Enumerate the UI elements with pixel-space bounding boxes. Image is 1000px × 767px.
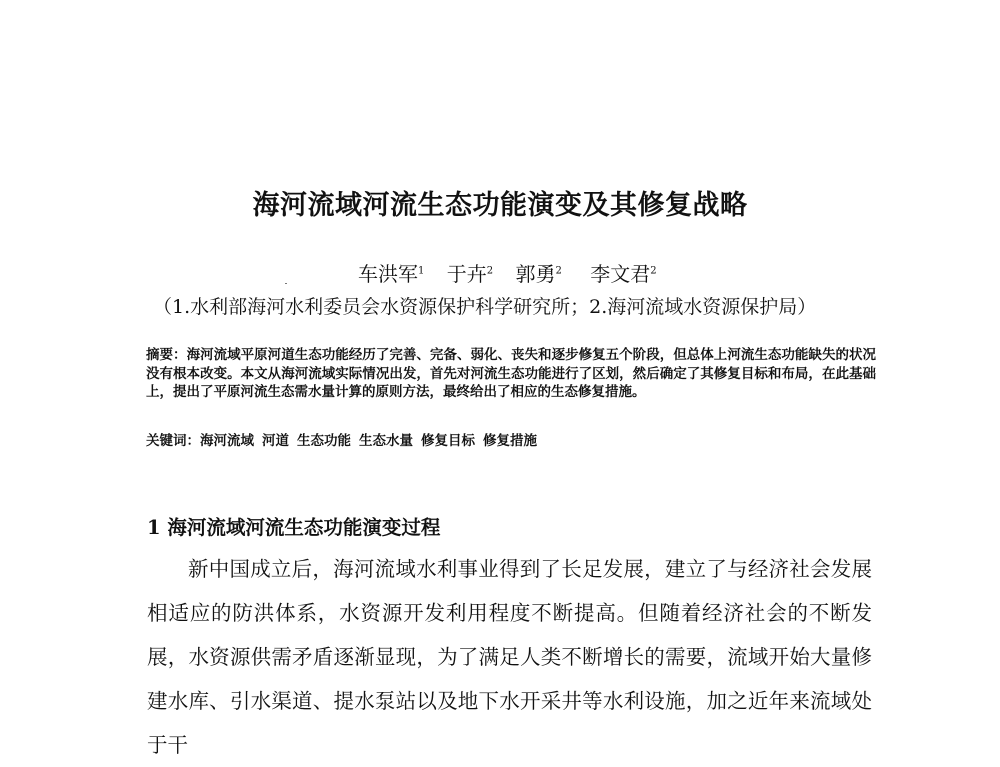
abstract-label: 摘要： [146, 347, 187, 363]
abstract [146, 346, 876, 402]
author-list [358, 258, 657, 287]
author [590, 258, 656, 287]
keyword: 海河流域 [200, 433, 254, 449]
section-heading: 1 海河流域河流生态功能演变过程 [147, 516, 441, 539]
author [515, 258, 561, 287]
keyword: 生态水量 [359, 433, 413, 449]
keyword: 生态功能 [297, 433, 351, 449]
paper-title: 海河流域河流生态功能演变及其修复战略 [252, 190, 748, 221]
author [358, 258, 424, 287]
author-name: 车洪军 [358, 262, 418, 286]
abstract-text: 海河流域平原河道生态功能经历了完善、完备、弱化、丧失和逐步修复五个阶段，但总体上河流生态功能缺失的状况没有根本改变。本文从海河流域实际情况出发，首先对河流生态功能进行了区划，然后确定了其修复目标和布局，在此基础上，提出了平原河流生态需水量计算的原则方法，最终给出了相应的生态修复措施。 [146, 347, 877, 400]
author-affiliation-mark: 2 [555, 265, 562, 277]
keywords [146, 432, 545, 451]
author [447, 258, 493, 287]
keyword: 修复目标 [421, 433, 475, 449]
author-affiliation-mark: 1 [418, 265, 425, 277]
scan-speck [285, 283, 287, 284]
author-name: 郭勇 [515, 262, 556, 286]
author-affiliation-mark: 2 [486, 265, 494, 277]
author-affiliation-mark: 2 [650, 265, 657, 277]
author-name: 于卉 [446, 262, 487, 286]
keyword: 河道 [262, 433, 289, 449]
author-name: 李文君 [590, 262, 651, 286]
affiliation-line: （1.水利部海河水利委员会水资源保护科学研究所；2.海河流域水资源保护局） [153, 296, 817, 318]
keywords-label: 关键词： [146, 433, 200, 449]
body-paragraph: 新中国成立后，海河流域水利事业得到了长足发展，建立了与经济社会发展相适应的防洪体系，水资源开发利用程度不断提高。但随着经济社会的不断发展，水资源供需矛盾逐渐显现，为了满足人类不断增长的需要，流域开始大量修建水库、引水渠道、提水泵站以及地下水开采井等水利设施，加之近年来流域处于干 [147, 557, 872, 757]
keyword: 修复措施 [483, 433, 537, 449]
